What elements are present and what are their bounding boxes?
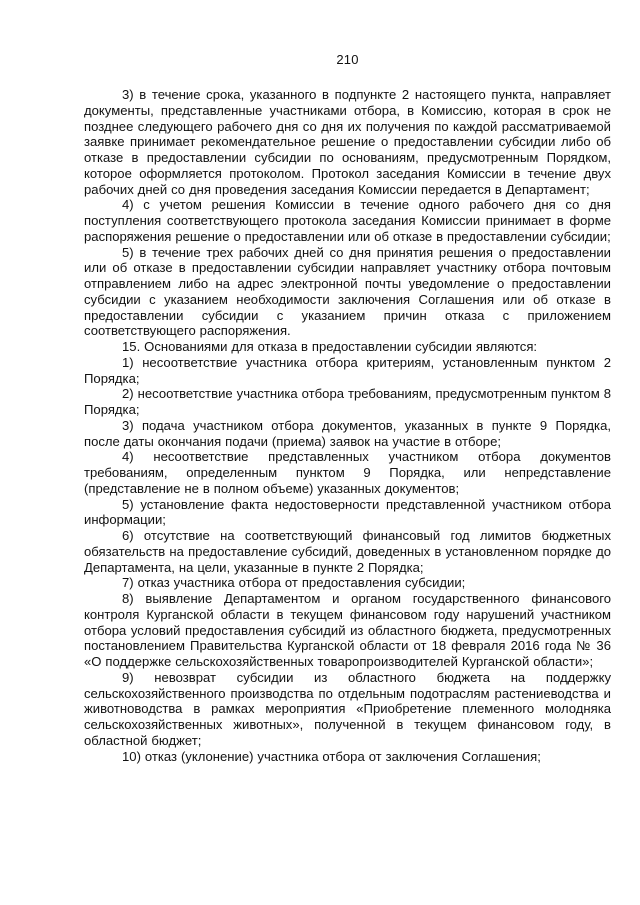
- refusal-ground-7: 7) отказ участника отбора от предоставления субсидии;: [122, 575, 466, 591]
- refusal-ground-6: 6) отсутствие на соответствующий финансовый год лимитов бюджетных обязательств на предоставление субсидий, доведенных в установленном порядке до Департамента, на цели, указанные в пункте 2 Порядка;: [84, 528, 611, 575]
- paragraph-15-refusal-grounds: 15. Основаниями для отказа в предоставлении субсидии являются:: [122, 339, 538, 354]
- page-number: 210: [336, 52, 359, 67]
- refusal-ground-4: 4) несоответствие представленных участником отбора документов требованиям, определенным пунктом 9 Порядка, или непредставление (представление не в полном объеме) указанных документов;: [84, 449, 611, 496]
- paragraph-4-decision-order: 4) с учетом решения Комиссии в течение одного рабочего дня со дня поступления соответствующего протокола заседания Комиссии принимает в форме распоряжения решение о предоставлении или об отказе в предоставлении субсидии;: [84, 197, 611, 244]
- refusal-ground-9: 9) невозврат субсидии из областного бюджета на поддержку сельскохозяйственного производства по отдельным подотраслям растениеводства и животноводства в рамках мероприятия «Приобретение племенного молодняка сельскохозяйственных животных», полученной в текущем финансовом году, в областной бюджет;: [84, 669, 611, 748]
- paragraph-5-notification: 5) в течение трех рабочих дней со дня принятия решения о предоставлении или об отказе в предоставлении субсидии направляет участнику отбора почтовым отправлением либо на адрес электронной почты уведомление о предоставлении субсидии с указанием необходимости заключения Соглашения или об отказе в предоставлении субсидии с указанием причин отказа с приложением соответствующего распоряжения.: [84, 244, 611, 339]
- refusal-ground-3: 3) подача участником отбора документов, указанных в пункте 9 Порядка, после даты окончания подачи (приема) заявок на участие в отборе;: [84, 417, 611, 449]
- refusal-ground-2: 2) несоответствие участника отбора требованиям, предусмотренным пунктом 8 Порядка;: [84, 386, 611, 417]
- refusal-ground-1: 1) несоответствие участника отбора критериям, установленным пунктом 2 Порядка;: [84, 354, 611, 386]
- refusal-ground-8: 8) выявление Департаментом и органом государственного финансового контроля Курганской области в текущем финансовом году нарушений участником отбора условий предоставления субсидий из областного бюджета, предусмотренных постановлением Правительства Курганской области от 18 февраля 2016 года № 36 «О поддержке сельскохозяйственных товаропроизводителей Курганской области»;: [84, 591, 611, 669]
- document-page: [84, 52, 611, 764]
- refusal-ground-10: 10) отказ (уклонение) участника отбора от заключения Соглашения;: [122, 748, 541, 764]
- refusal-ground-5: 5) установление факта недостоверности представленной участником отбора информации;: [84, 496, 611, 528]
- paragraph-3-commission-referral: 3) в течение срока, указанного в подпункте 2 настоящего пункта, направляет документы, представленные участниками отбора, в Комиссию, которая в срок не позднее следующего рабочего дня со дня их получения по каждой рассматриваемой заявке принимает рекомендательное решение о предоставлении субсидии либо об отказе в предоставлении субсидии по основаниям, предусмотренным Порядком, которое оформляется протоколом. Протокол заседания Комиссии в течение двух рабочих дней со дня проведения заседания Комиссии передается в Департамент;: [84, 87, 611, 197]
